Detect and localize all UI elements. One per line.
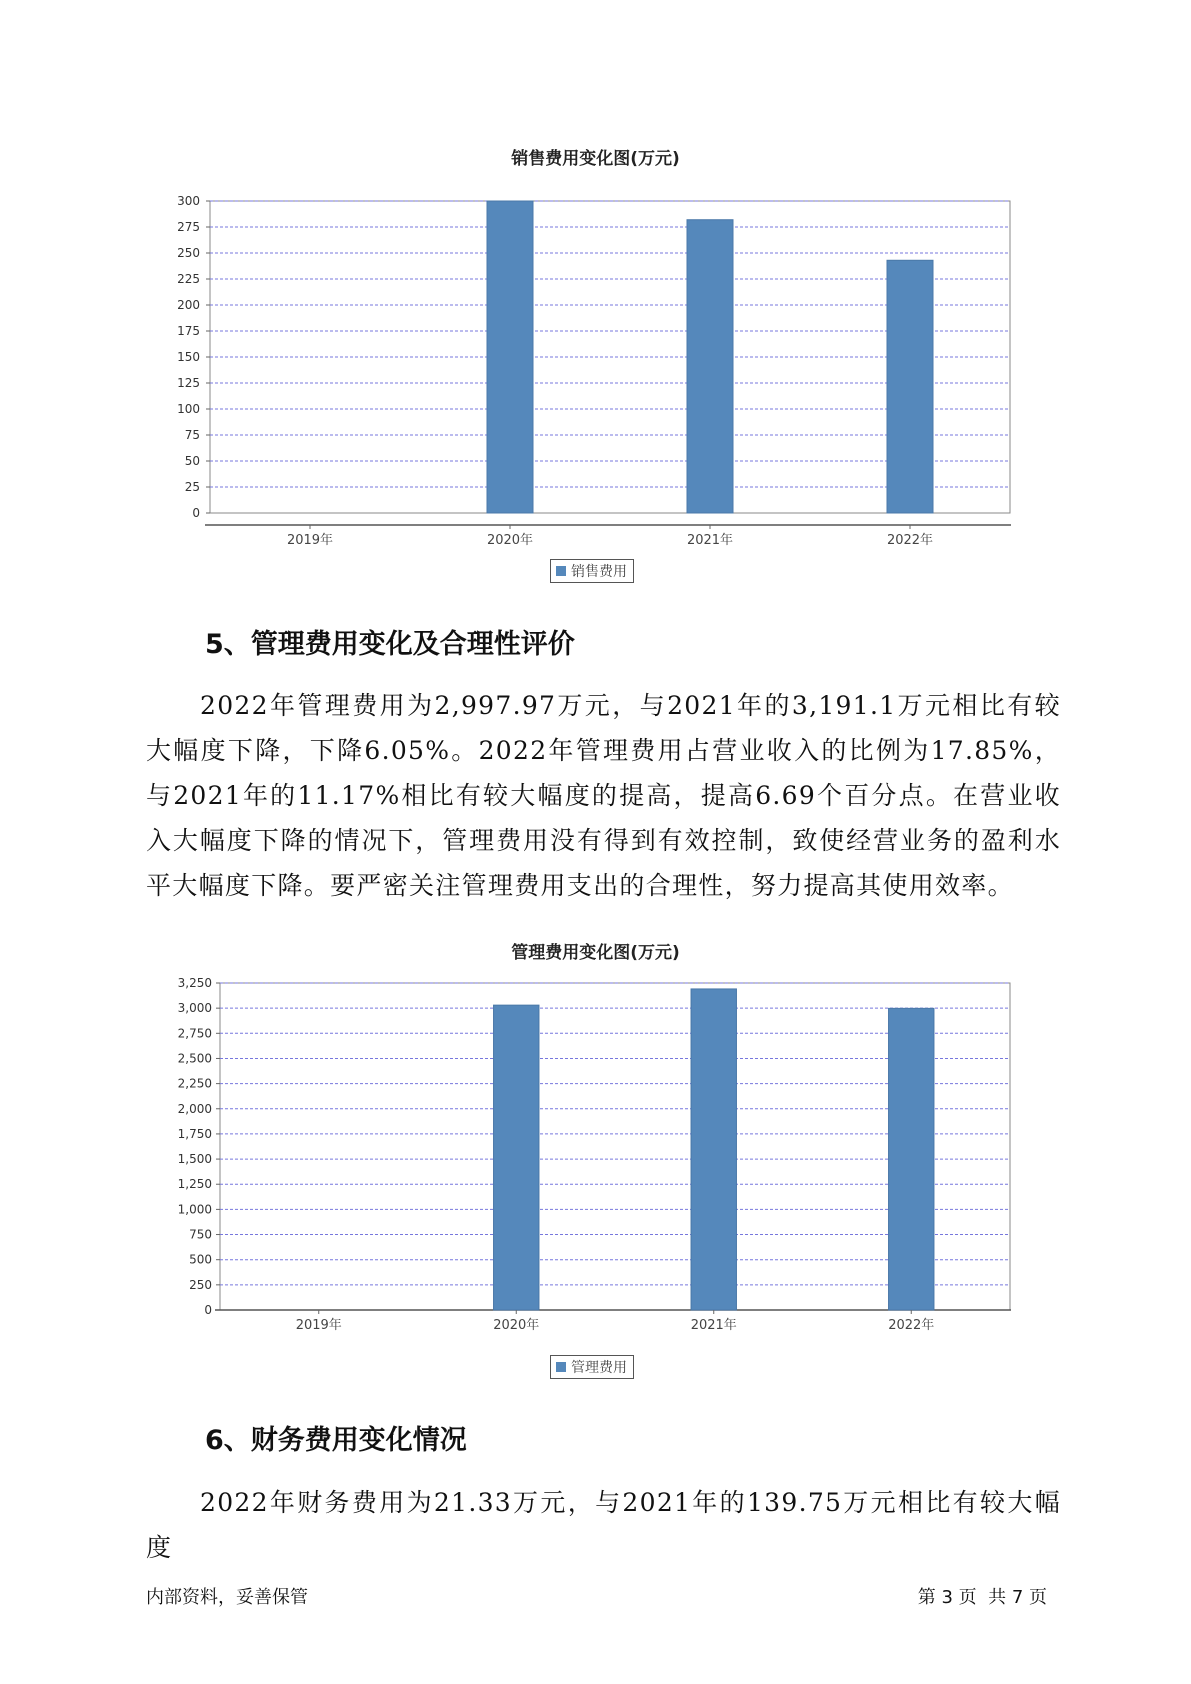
y-tick-label: 0 [192, 506, 200, 520]
y-tick-label: 175 [177, 324, 200, 338]
y-tick-label: 300 [177, 194, 200, 208]
section-6-heading: 6、财务费用变化情况 [205, 1425, 467, 1456]
section-5-paragraph: 2022年管理费用为2,997.97万元，与2021年的3,191.1万元相比有较大幅度下降，下降6.05%。2022年管理费用占营业收入的比例为17.85%，与2021年的11.17%相比有较大幅度的提高，提高6.69个百分点。在营业收入大幅度下降的情况下，管理费用没有得到有效控制，致使经营业务的盈利水平大幅度下降。要严密关注管理费用支出的合理性，努力提高其使用效率。 [146, 691, 1061, 900]
x-tick-label: 2022年 [886, 533, 934, 548]
y-tick-label: 0 [204, 1303, 212, 1317]
y-tick-label: 2,500 [177, 1051, 212, 1066]
x-tick-label: 2022年 [888, 1318, 935, 1333]
y-tick-label: 3,250 [177, 976, 212, 990]
admin-chart-title: 管理费用变化图(万元) [511, 943, 680, 963]
x-tick-label: 2020年 [486, 533, 534, 548]
x-tick-label: 2020年 [493, 1318, 540, 1333]
legend-label: 管理费用 [571, 1360, 627, 1376]
y-tick-label: 2,750 [177, 1026, 212, 1041]
section-6-paragraph: 2022年财务费用为21.33万元，与2021年的139.75万元相比有较大幅度 [146, 1488, 1061, 1562]
bar [889, 1008, 934, 1310]
selling-chart-title: 销售费用变化图(万元) [511, 149, 680, 169]
y-tick-label: 1,750 [177, 1126, 212, 1141]
footer-confidential-note: 内部资料，妥善保管 [146, 1587, 308, 1608]
legend-label: 销售费用 [571, 564, 627, 580]
y-tick-label: 3,000 [177, 1001, 212, 1016]
y-tick-label: 2,250 [177, 1076, 212, 1091]
y-tick-label: 1,500 [177, 1152, 212, 1167]
x-tick-label: 2021年 [686, 533, 734, 548]
y-tick-label: 2,000 [177, 1101, 212, 1116]
y-tick-label: 25 [184, 480, 200, 494]
y-tick-label: 150 [177, 350, 200, 364]
y-tick-label: 250 [189, 1277, 212, 1292]
y-tick-label: 75 [184, 428, 200, 442]
y-tick-label: 1,000 [177, 1202, 212, 1217]
footer-page-number: 第 3 页 共 7 页 [917, 1587, 1047, 1608]
x-tick-label: 2021年 [690, 1318, 737, 1333]
y-tick-label: 1,250 [177, 1177, 212, 1192]
x-tick-label: 2019年 [295, 1318, 342, 1333]
y-tick-label: 225 [177, 272, 200, 286]
y-tick-label: 125 [177, 376, 200, 390]
y-tick-label: 200 [177, 298, 200, 312]
y-tick-label: 100 [177, 402, 200, 416]
y-tick-label: 250 [177, 246, 200, 260]
y-tick-label: 750 [189, 1227, 212, 1242]
y-tick-label: 275 [177, 220, 200, 234]
section-5-heading: 5、管理费用变化及合理性评价 [205, 629, 575, 660]
y-tick-label: 500 [189, 1252, 212, 1267]
y-tick-label: 50 [184, 454, 200, 468]
bar [494, 1005, 539, 1310]
bar [691, 989, 736, 1310]
x-tick-label: 2019年 [286, 533, 334, 548]
admin-chart-legend [550, 1355, 634, 1379]
legend-swatch [556, 1362, 566, 1372]
